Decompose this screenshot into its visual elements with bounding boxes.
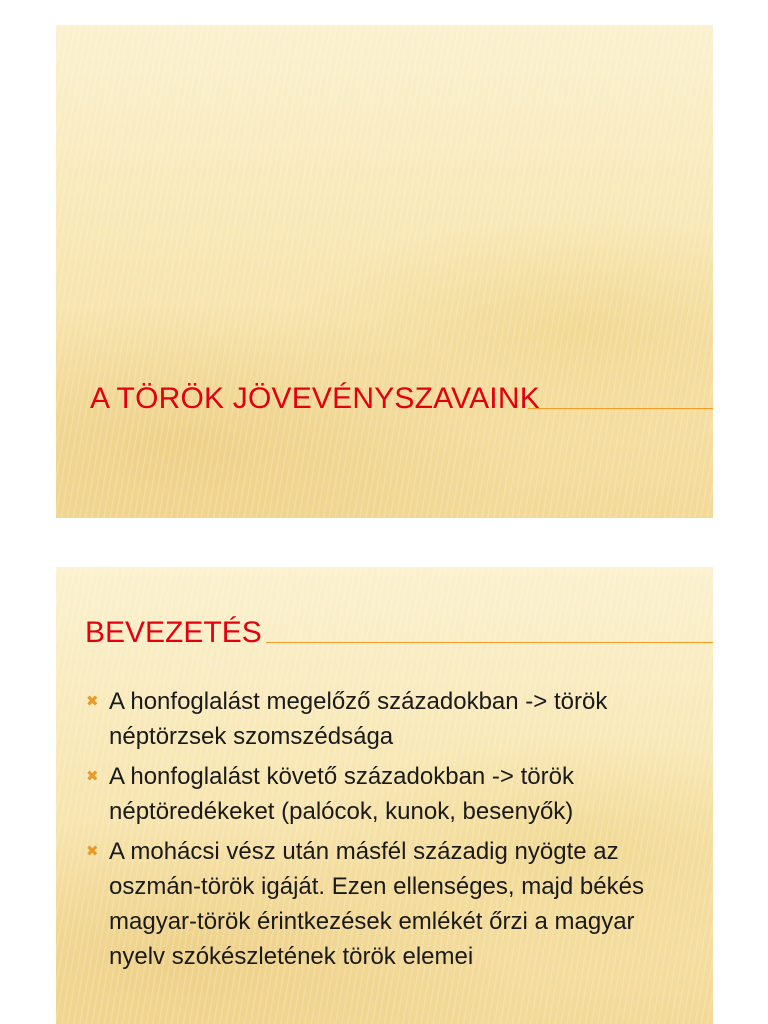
slide-title: A TÖRÖK JÖVEVÉNYSZAVAINK	[90, 382, 540, 415]
section-heading: BEVEZETÉS	[85, 616, 262, 649]
bullet-text: A honfoglalást megelőző századokban -> török néptörzsek szomszédsága	[109, 688, 608, 750]
x-mark-icon: ✖	[86, 767, 99, 785]
x-mark-icon: ✖	[86, 842, 99, 860]
bullet-text: A mohácsi vész után másfél századig nyögte az oszmán-török igáját. Ezen ellenséges, majd békés magyar-török érintkezések emlékét őrzi a magyar nyelv szókészletének török elemei	[109, 838, 644, 970]
content-slide	[56, 567, 713, 1024]
list-item	[84, 684, 696, 754]
list-item	[84, 834, 696, 974]
bullet-list	[84, 684, 696, 979]
title-divider-line	[528, 408, 713, 409]
title-slide	[56, 25, 713, 518]
x-mark-icon: ✖	[86, 692, 99, 710]
heading-divider-line	[266, 642, 713, 643]
list-item	[84, 759, 696, 829]
bullet-text: A honfoglalást követő századokban -> török néptöredékeket (palócok, kunok, besenyők)	[109, 763, 574, 825]
